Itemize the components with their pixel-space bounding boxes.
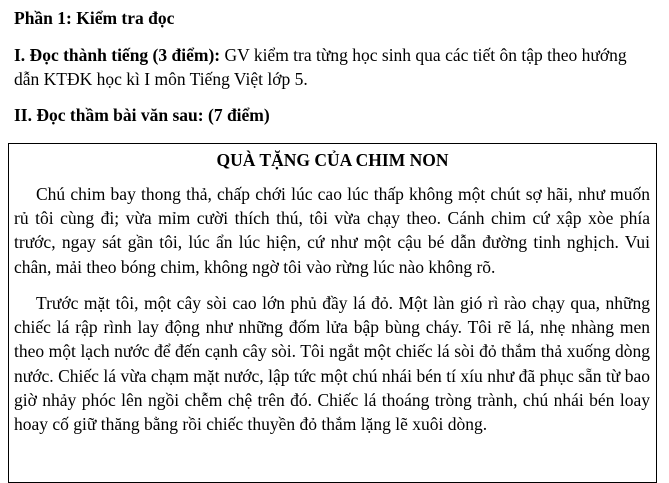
section-silent-reading-heading: II. Đọc thầm bài văn sau: (7 điểm) (14, 105, 270, 125)
passage-paragraph-1: Chú chim bay thong thả, chấp chới lúc cao lúc thấp không một chút sợ hãi, như muốn rủ tôi cùng đi; vừa mỉm cười thích thú, tôi vừa chạy theo. Cánh chim cứ xập xòe phía trước, ngay sát gần tôi, lúc ẩn lúc hiện, cứ như một cậu bé dẫn đường tinh nghịch. Vui chân, mải theo bóng chim, không ngờ tôi vào rừng lúc nào không rõ. (14, 184, 650, 277)
section-oral-reading (14, 43, 654, 91)
section-oral-reading-text: GV kiểm tra từng học sinh qua các tiết ôn tập theo hướng dẫn KTĐK học kì I môn Tiếng Việt lớp 5. (14, 45, 627, 89)
passage-paragraph-2: Trước mặt tôi, một cây sòi cao lớn phủ đầy lá đỏ. Một làn gió rì rào chạy qua, những chiếc lá rập rình lay động như những đốm lửa bập bùng cháy. Tôi rẽ lá, nhẹ nhàng men theo một lạch nước để đến cạnh cây sòi. Tôi ngắt một chiếc lá sòi đỏ thắm thả xuống dòng nước. Chiếc lá vừa chạm mặt nước, lập tức một chú nhái bén tí xíu như đã phục sẵn từ bao giờ nhảy phóc lên ngồi chễm chệ trên đó. Chiếc lá thoáng tròng trành, chú nhái bén loay hoay cố giữ thăng bằng rồi chiếc thuyền đỏ thắm lặng lẽ xuôi dòng. (14, 293, 650, 435)
passage-title: QUÀ TẶNG CỦA CHIM NON (216, 150, 449, 170)
section-oral-reading-label: I. Đọc thành tiếng (3 điểm): (14, 45, 221, 65)
part-heading: Phần 1: Kiểm tra đọc (14, 8, 175, 28)
